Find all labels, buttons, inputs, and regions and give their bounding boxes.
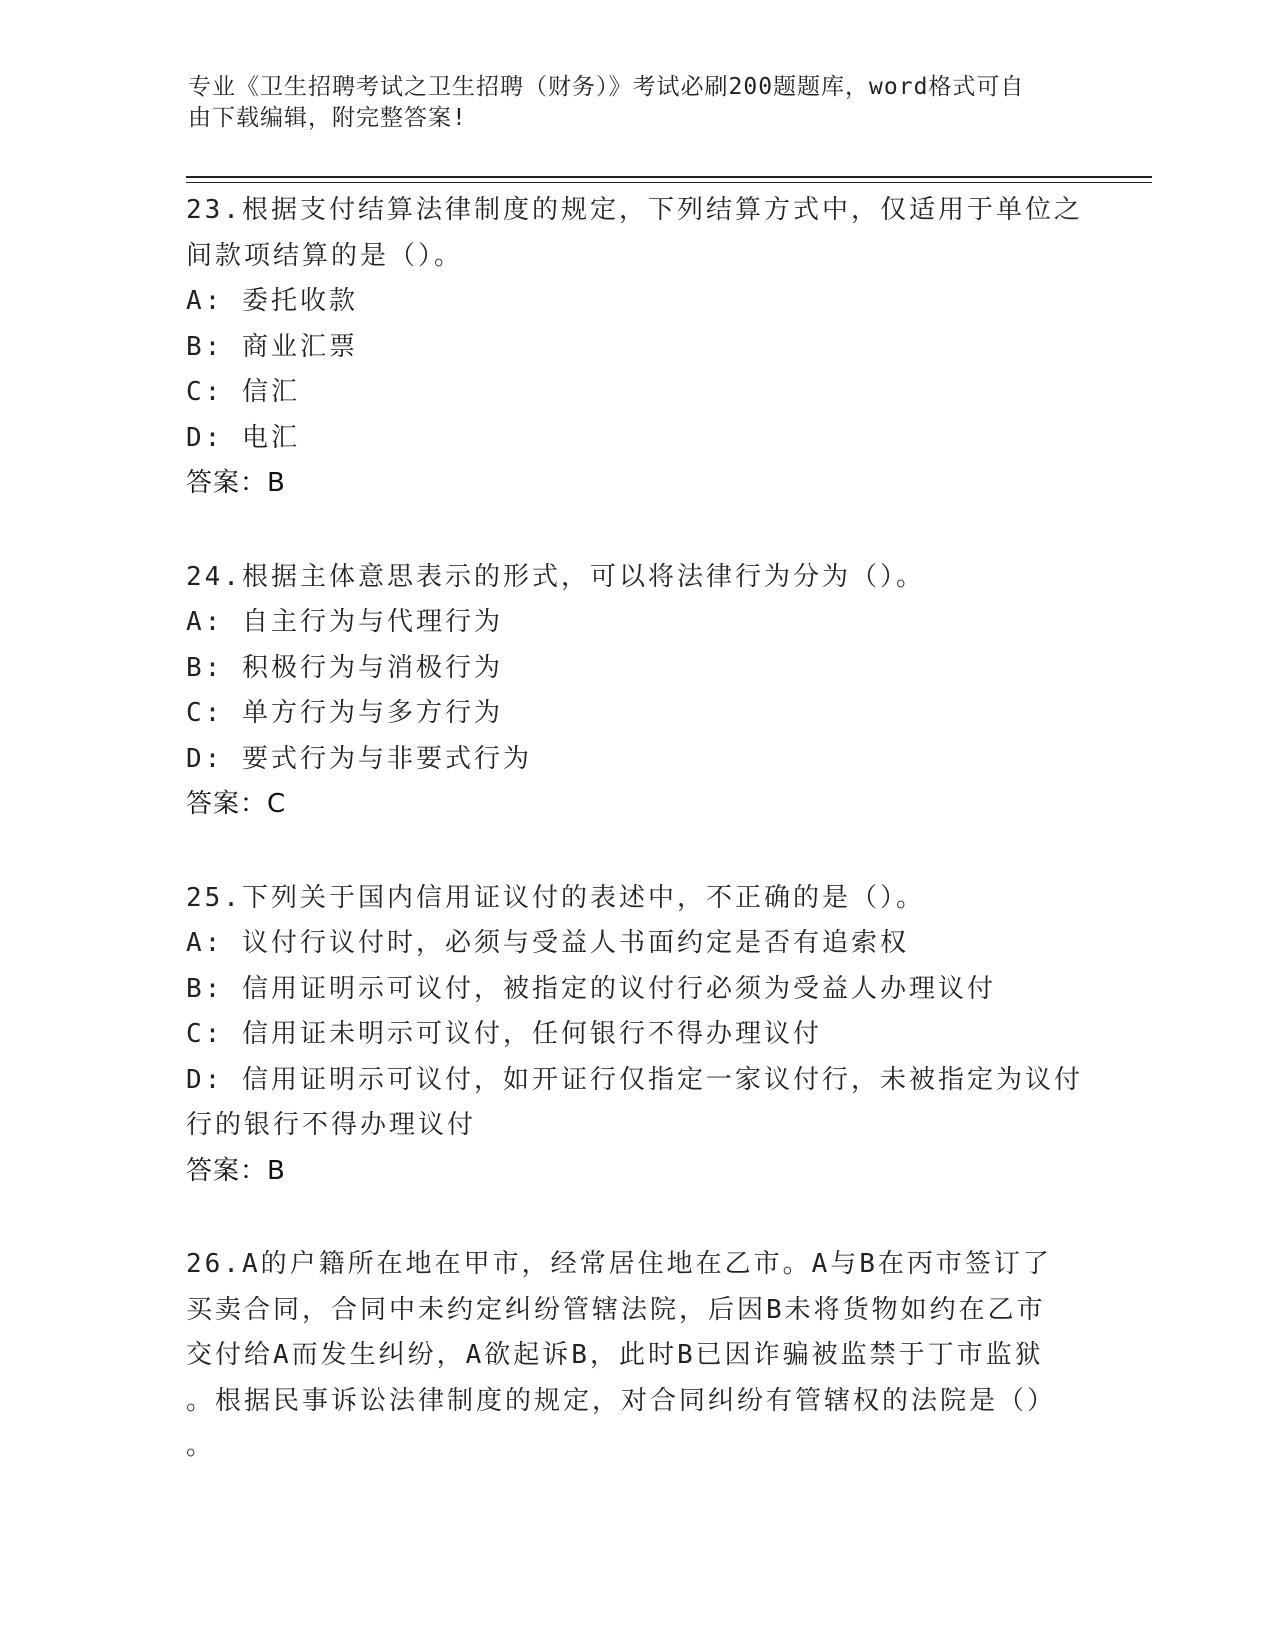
answer-line: 答案：C	[186, 789, 287, 819]
question-list	[186, 188, 1086, 1518]
option-a: A: 自主行为与代理行为	[186, 607, 503, 637]
option-b: B: 信用证明示可议付，被指定的议付行必须为受益人办理议付	[186, 973, 996, 1004]
option-c: C: 信汇	[186, 377, 300, 407]
header-rule-thin	[186, 182, 1152, 183]
option-c: C: 信用证未明示可议付，任何银行不得办理议付	[186, 1019, 822, 1049]
option-d: D: 电汇	[186, 422, 300, 453]
answer-line: 答案：B	[186, 468, 286, 498]
question-26	[186, 1242, 1086, 1470]
option-c: C: 单方行为与多方行为	[186, 698, 503, 728]
option-a: A: 委托收款	[186, 286, 358, 316]
question-stem-line: 间款项结算的是（）。	[186, 240, 464, 271]
header-line-2: 由下载编辑，附完整答案!	[188, 105, 467, 131]
document-header	[188, 72, 1068, 134]
question-24	[186, 555, 1086, 828]
header-rule-thick	[186, 176, 1152, 178]
option-b: B: 商业汇票	[186, 331, 358, 362]
option-d: D: 信用证明示可议付，如开证行仅指定一家议付行，未被指定为议付	[186, 1064, 1083, 1095]
question-stem-line: 23.根据支付结算法律制度的规定，下列结算方式中，仅适用于单位之	[186, 195, 1083, 225]
question-stem-line: 买卖合同，合同中未约定纠纷管辖法院，后因B未将货物如约在乙市	[186, 1294, 1046, 1325]
question-25	[186, 876, 1086, 1195]
option-d: D: 要式行为与非要式行为	[186, 743, 532, 774]
question-stem-line: 25.下列关于国内信用证议付的表述中，不正确的是（）。	[186, 882, 925, 913]
option-b: B: 积极行为与消极行为	[186, 652, 503, 683]
option-a: A: 议付行议付时，必须与受益人书面约定是否有追索权	[186, 928, 909, 958]
question-23	[186, 188, 1086, 507]
header-line-1: 专业《卫生招聘考试之卫生招聘（财务）》考试必刷200题题库，word格式可自	[188, 74, 1025, 100]
question-stem-line: 交付给A而发生纠纷，A欲起诉B，此时B已因诈骗被监禁于丁市监狱	[186, 1340, 1044, 1370]
option-d-continued: 行的银行不得办理议付	[186, 1110, 477, 1140]
question-stem-line: 26.A的户籍所在地在甲市，经常居住地在乙市。A与B在丙市签订了	[186, 1249, 1052, 1279]
question-stem-line: 24.根据主体意思表示的形式，可以将法律行为分为（）。	[186, 561, 925, 592]
question-stem-line: 。根据民事诉讼法律制度的规定，对合同纠纷有管辖权的法院是（）	[186, 1385, 1057, 1416]
answer-line: 答案：B	[186, 1155, 286, 1186]
question-stem-line: 。	[186, 1431, 216, 1461]
